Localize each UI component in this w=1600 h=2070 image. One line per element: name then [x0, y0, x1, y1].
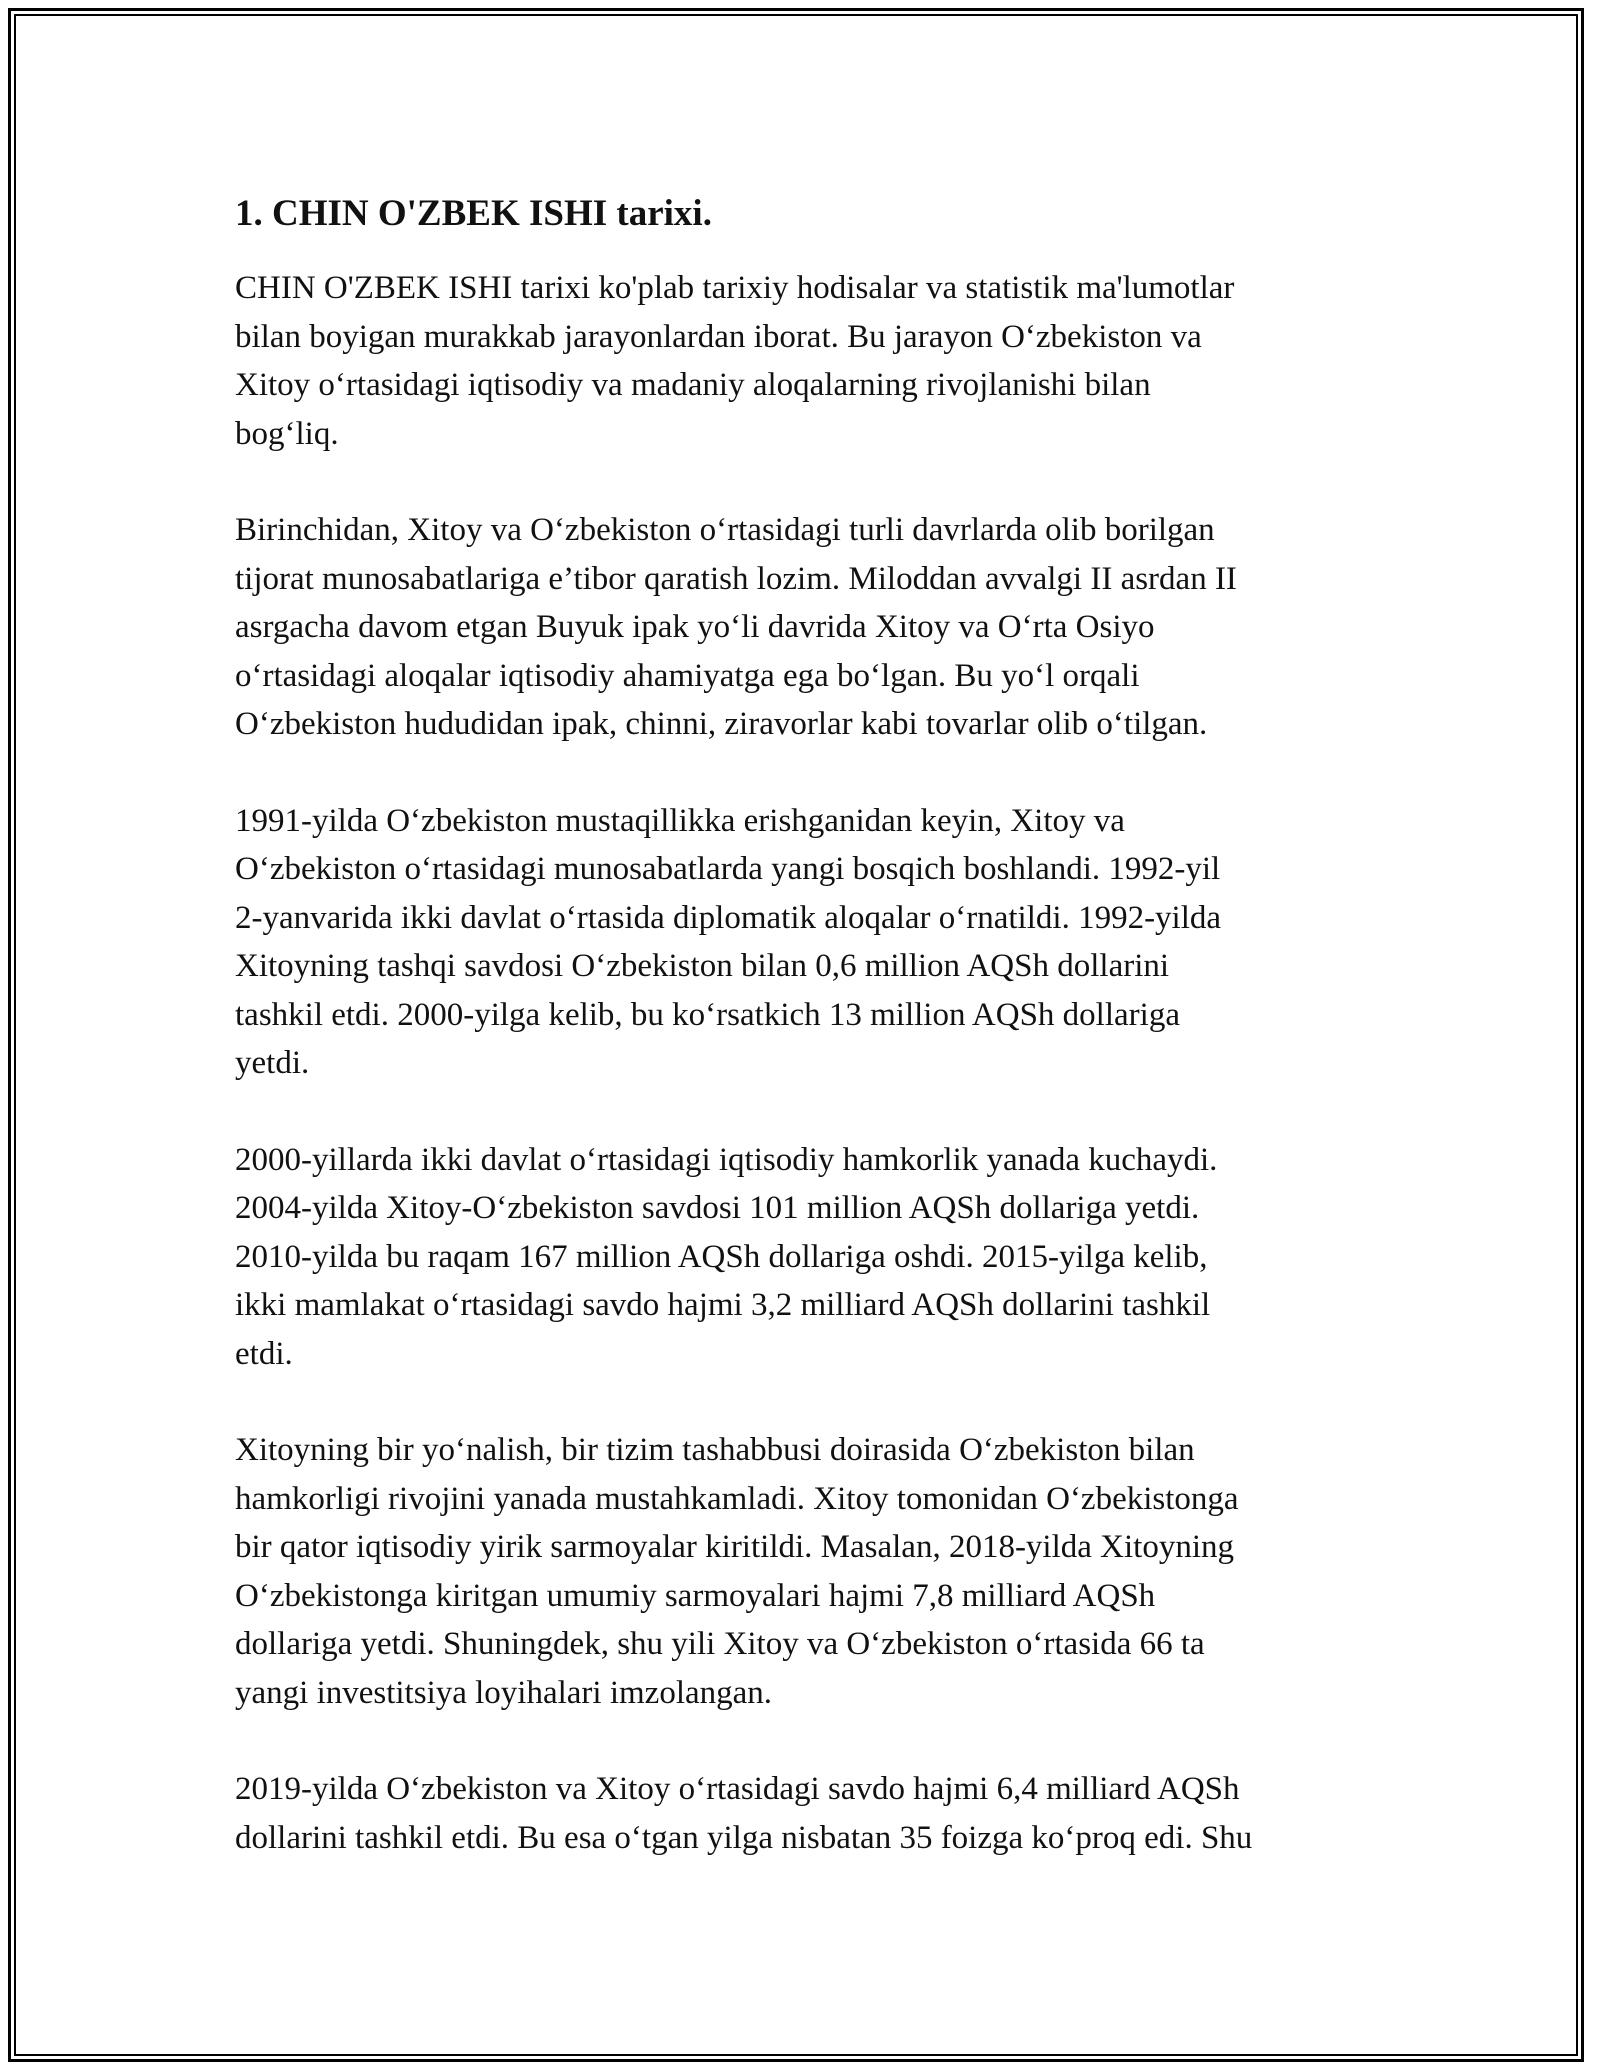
paragraph-line: bilan boyigan murakkab jarayonlardan iborat. Bu jarayon O‘zbekiston va	[235, 318, 1202, 355]
paragraph-line: asrgacha davom etgan Buyuk ipak yo‘li davrida Xitoy va O‘rta Osiyo	[235, 609, 1155, 645]
paragraph-line: bog‘liq.	[235, 415, 339, 452]
paragraph	[235, 506, 1395, 749]
paragraph	[235, 1426, 1395, 1717]
paragraph-line: CHIN O'ZBEK ISHI tarixi ko'plab tarixiy hodisalar va statistik ma'lumotlar	[235, 270, 1235, 306]
paragraph-line: Xitoyning tashqi savdosi O‘zbekiston bilan 0,6 million AQSh dollarini	[235, 948, 1170, 984]
paragraph-line: o‘rtasidagi aloqalar iqtisodiy ahamiyatga ega bo‘lgan. Bu yo‘l orqali	[235, 657, 1140, 694]
paragraph-line: dollariga yetdi. Shuningdek, shu yili Xitoy va O‘zbekiston o‘rtasida 66 ta	[235, 1626, 1205, 1662]
paragraph-line: 2000-yillarda ikki davlat o‘rtasidagi iqtisodiy hamkorlik yanada kuchaydi.	[235, 1141, 1218, 1178]
paragraph-line: tijorat munosabatlariga e’tibor qaratish lozim. Miloddan avvalgi II asrdan II	[235, 560, 1237, 597]
paragraph	[235, 797, 1395, 1088]
paragraph-line: yetdi.	[235, 1045, 310, 1081]
paragraph-line: 2-yanvarida ikki davlat o‘rtasida diplomatik aloqalar o‘rnatildi. 1992-yilda	[235, 899, 1222, 936]
paragraph-list	[235, 264, 1395, 1862]
paragraph-line: bir qator iqtisodiy yirik sarmoyalar kiritildi. Masalan, 2018-yilda Xitoyning	[235, 1529, 1235, 1565]
document-title: 1. CHIN O'ZBEK ISHI tarixi.	[235, 193, 712, 234]
paragraph-line: ikki mamlakat o‘rtasidagi savdo hajmi 3,2 milliard AQSh dollarini tashkil	[235, 1287, 1211, 1323]
paragraph-line: Xitoy o‘rtasidagi iqtisodiy va madaniy aloqalarning rivojlanishi bilan	[235, 367, 1151, 403]
paragraph	[235, 1136, 1395, 1379]
paragraph-line: etdi.	[235, 1335, 293, 1372]
paragraph-line: 2004-yilda Xitoy-O‘zbekiston savdosi 101 million AQSh dollariga yetdi.	[235, 1190, 1200, 1226]
paragraph	[235, 1765, 1395, 1862]
paragraph-line: O‘zbekistonga kiritgan umumiy sarmoyalari hajmi 7,8 milliard AQSh	[235, 1577, 1156, 1614]
paragraph-line: yangi investitsiya loyihalari imzolangan.	[235, 1674, 773, 1711]
paragraph-line: 1991-yilda O‘zbekiston mustaqillikka erishganidan keyin, Xitoy va	[235, 802, 1125, 839]
paragraph-line: dollarini tashkil etdi. Bu esa o‘tgan yilga nisbatan 35 foizga ko‘proq edi. Shu	[235, 1819, 1253, 1856]
paragraph-line: Birinchidan, Xitoy va O‘zbekiston o‘rtasidagi turli davrlarda olib borilgan	[235, 512, 1215, 548]
document-body	[235, 190, 1395, 1910]
paragraph-line: Xitoyning bir yo‘nalish, bir tizim tashabbusi doirasida O‘zbekiston bilan	[235, 1432, 1195, 1468]
paragraph-line: hamkorligi rivojini yanada mustahkamladi. Xitoy tomonidan O‘zbekistonga	[235, 1480, 1239, 1517]
paragraph-line: O‘zbekiston hududidan ipak, chinni, ziravorlar kabi tovarlar olib o‘tilgan.	[235, 706, 1208, 742]
paragraph-line: O‘zbekiston o‘rtasidagi munosabatlarda yangi bosqich boshlandi. 1992-yil	[235, 851, 1221, 887]
paragraph-line: tashkil etdi. 2000-yilga kelib, bu ko‘rsatkich 13 million AQSh dollariga	[235, 996, 1180, 1033]
paragraph	[235, 264, 1395, 458]
paragraph-line: 2010-yilda bu raqam 167 million AQSh dollariga oshdi. 2015-yilga kelib,	[235, 1238, 1208, 1275]
paragraph-line: 2019-yilda O‘zbekiston va Xitoy o‘rtasidagi savdo hajmi 6,4 milliard AQSh	[235, 1771, 1240, 1807]
